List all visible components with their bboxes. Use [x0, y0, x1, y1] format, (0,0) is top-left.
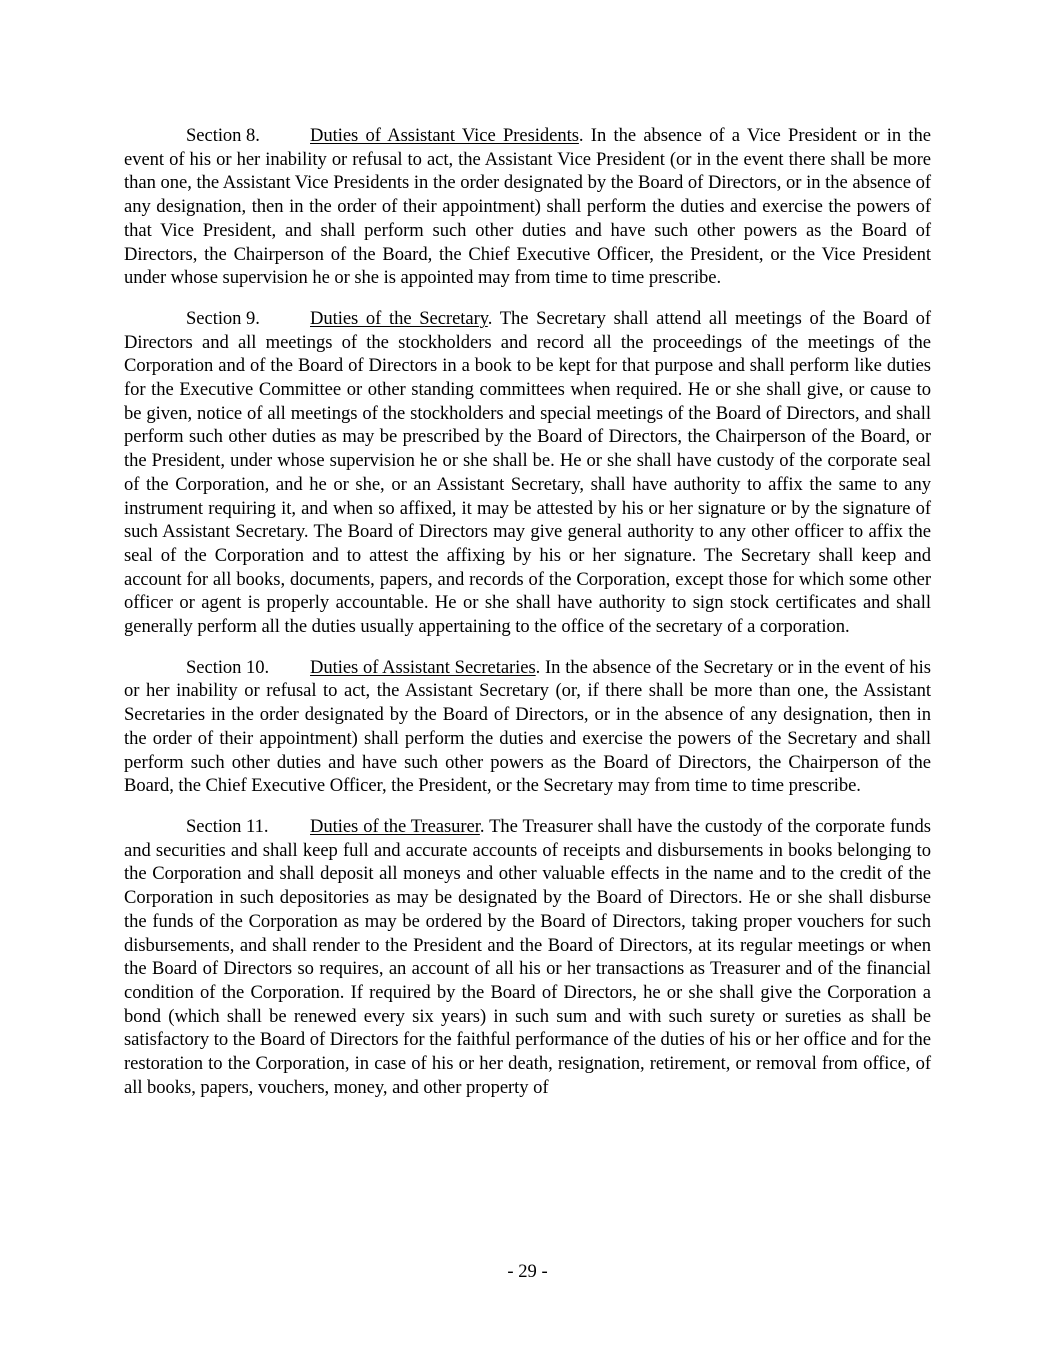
- section-number: Section 9.: [186, 307, 260, 329]
- section-body: . In the absence of a Vice President or in the event of his or her inability or refusal to act, the Assistant Vice President (or in the event there shall be more than one, the Assistant Vice Presidents in the order designated by the Board of Directors, or in the absence of any designation, then in the order of their appointment) shall perform the duties and exercise the powers of that Vice President, and shall perform such other duties and have such other powers as the Board of Directors, the Chairperson of the Board, the Chief Executive Officer, the President, or the Vice President under whose supervision he or she is appointed may from time to time prescribe.: [124, 125, 931, 289]
- section-heading: Duties of Assistant Secretaries: [310, 656, 536, 678]
- section-heading: Duties of the Secretary: [310, 307, 488, 329]
- section-number: Section 10.: [186, 656, 270, 678]
- section-8-paragraph: [124, 124, 931, 290]
- section-heading: Duties of the Treasurer: [310, 815, 480, 837]
- page-number: - 29 -: [507, 1261, 548, 1282]
- section-number: Section 8.: [186, 125, 260, 146]
- section-heading: Duties of Assistant Vice Presidents: [310, 125, 579, 146]
- section-11-paragraph: [124, 815, 931, 1099]
- section-10-paragraph: [124, 656, 931, 798]
- section-9-paragraph: [124, 307, 931, 639]
- document-page: [124, 124, 931, 1116]
- section-body: . The Secretary shall attend all meetings of the Board of Directors and all meetings of the stockholders and record all the proceedings of the meetings of the Corporation and of the Board of Directors in a book to be kept for that purpose and shall perform like duties for the Executive Committee or other standing committees when required. He or she shall give, or cause to be given, notice of all meetings of the stockholders and special meetings of the Board of Directors, and shall perform such other duties as may be prescribed by the Board of Directors, the Chairperson of the Board, or the President, under whose supervision he or she shall be. He or she shall have custody of the corporate seal of the Corporation, and he or she, or an Assistant Secretary, shall have authority to affix the same to any instrument requiring it, and when so affixed, it may be attested by his or her signature or by the signature of such Assistant Secretary. The Board of Directors may give general authority to any other officer to affix the seal of the Corporation and to attest the affixing by his or her signature. The Secretary shall keep and account for all books, documents, papers, and records of the Corporation, except those for which some other officer or agent is properly accountable. He or she shall have authority to sign stock certificates and shall generally perform all the duties usually appertaining to the office of the secretary of a corporation.: [124, 307, 932, 638]
- section-body: . In the absence of the Secretary or in the event of his or her inability or refusal to act, the Assistant Secretary (or, if there shall be more than one, the Assistant Secretaries in the order designated by the Board of Directors, or in the absence of any designation, then in the order of their appointment) shall perform the duties and exercise the powers of the Secretary and shall perform such other duties and have such other powers as the Board of Directors, the Chairperson of the Board, the Chief Executive Officer, the President, or the Secretary may from time to time prescribe.: [124, 656, 931, 797]
- section-body: . The Treasurer shall have the custody of the corporate funds and securities and shall keep full and accurate accounts of receipts and disbursements in books belonging to the Corporation and shall deposit all moneys and other valuable effects in the name and to the credit of the Corporation in such depositories as may be designated by the Board of Directors. He or she shall disburse the funds of the Corporation as may be ordered by the Board of Directors, taking proper vouchers for such disbursements, and shall render to the President and the Board of Directors, at its regular meetings or when the Board of Directors so requires, an account of all his or her transactions as Treasurer and of the financial condition of the Corporation. If required by the Board of Directors, he or she shall give the Corporation a bond (which shall be renewed every six years) in such sum and with such surety or sureties as shall be satisfactory to the Board of Directors for the faithful performance of the duties of his or her office and for the restoration to the Corporation, in case of his or her death, resignation, retirement, or removal from office, of all books, papers, vouchers, money, and other property of: [124, 815, 931, 1098]
- section-number: Section 11.: [186, 815, 269, 837]
